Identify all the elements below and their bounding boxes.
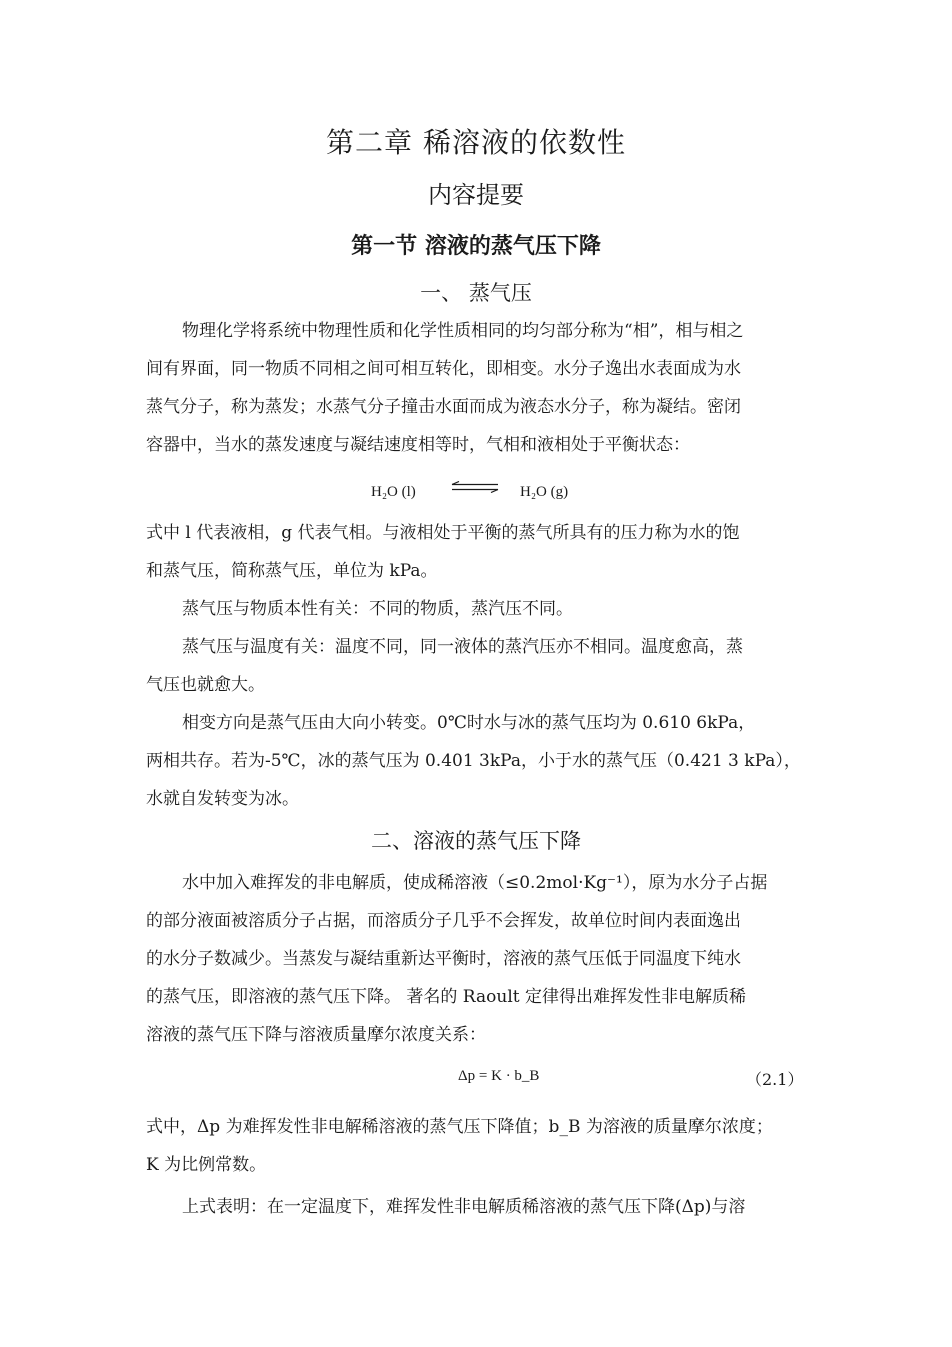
text-line: 蒸气分子，称为蒸发；水蒸气分子撞击水面而成为液态水分子，称为凝结。密闭 bbox=[146, 397, 741, 417]
text-line: 式中 l 代表液相，g 代表气相。与液相处于平衡的蒸气所具有的压力称为水的饱 bbox=[146, 523, 740, 543]
text-line: 和蒸气压，简称蒸气压，单位为 kPa。 bbox=[146, 561, 438, 581]
raoult-equation: Δp = K · b_B bbox=[458, 1068, 540, 1084]
text-line: 溶液的蒸气压下降与溶液质量摩尔浓度关系： bbox=[146, 1025, 486, 1045]
paragraph-phase bbox=[146, 312, 810, 464]
paragraph-raoult bbox=[146, 864, 810, 1054]
text-line: 式中，Δp 为难挥发性非电解稀溶液的蒸气压下降值；b_B 为溶液的质量摩尔浓度； bbox=[146, 1117, 773, 1137]
text-line: 水中加入难挥发的非电解质，使成稀溶液（≤0.2mol·Kg⁻¹），原为水分子占据 bbox=[182, 873, 768, 893]
text-line: 间有界面，同一物质不同相之间可相互转化，即相变。水分子逸出水表面成为水 bbox=[146, 359, 741, 379]
text-line: 水就自发转变为冰。 bbox=[146, 789, 299, 809]
section-title: 第一节 溶液的蒸气压下降 bbox=[351, 234, 601, 259]
equation-right: H₂O (g) bbox=[520, 484, 569, 500]
equation-number: （2.1） bbox=[746, 1070, 804, 1089]
text-line: 上式表明：在一定温度下，难挥发性非电解质稀溶液的蒸气压下降(Δp)与溶 bbox=[182, 1197, 746, 1217]
text-line: K 为比例常数。 bbox=[146, 1155, 267, 1175]
text-line: 蒸气压与温度有关：温度不同，同一液体的蒸汽压亦不相同。温度愈高，蒸 bbox=[182, 637, 743, 657]
text-line: 的水分子数减少。当蒸发与凝结重新达平衡时，溶液的蒸气压低于同温度下纯水 bbox=[146, 949, 741, 969]
text-line: 的蒸气压，即溶液的蒸气压下降。 著名的 Raoult 定律得出难挥发性非电解质稀 bbox=[146, 987, 746, 1007]
subsection-title-lowering: 二、溶液的蒸气压下降 bbox=[371, 829, 581, 853]
paragraph-nature bbox=[146, 590, 810, 628]
paragraph-definitions bbox=[146, 1108, 810, 1184]
text-line: 相变方向是蒸气压由大向小转变。0℃时水与冰的蒸气压均为 0.610 6kPa， bbox=[182, 713, 756, 733]
paragraph-saturated-vapor bbox=[146, 514, 810, 590]
paragraph-temperature bbox=[146, 628, 810, 704]
equation-left: H₂O (l) bbox=[371, 484, 416, 500]
subsection-title-vapor-pressure: 一、 蒸气压 bbox=[420, 281, 532, 305]
chapter-title: 第二章 稀溶液的依数性 bbox=[326, 126, 626, 159]
text-line: 的部分液面被溶质分子占据，而溶质分子几乎不会挥发，故单位时间内表面逸出 bbox=[146, 911, 741, 931]
equilibrium-arrow-icon bbox=[450, 481, 500, 493]
paragraph-conclusion bbox=[146, 1188, 810, 1226]
text-line: 两相共存。若为-5℃，冰的蒸气压为 0.401 3kPa，小于水的蒸气压（0.421 3 kPa）， bbox=[146, 751, 801, 771]
paragraph-phase-direction bbox=[146, 704, 810, 818]
text-line: 气压也就愈大。 bbox=[146, 675, 265, 695]
text-line: 容器中，当水的蒸发速度与凝结速度相等时，气相和液相处于平衡状态： bbox=[146, 435, 690, 455]
text-line: 蒸气压与物质本性有关：不同的物质，蒸汽压不同。 bbox=[182, 599, 573, 619]
text-line: 物理化学将系统中物理性质和化学性质相同的均匀部分称为“相”，相与相之 bbox=[182, 321, 744, 341]
summary-title: 内容提要 bbox=[428, 181, 524, 209]
